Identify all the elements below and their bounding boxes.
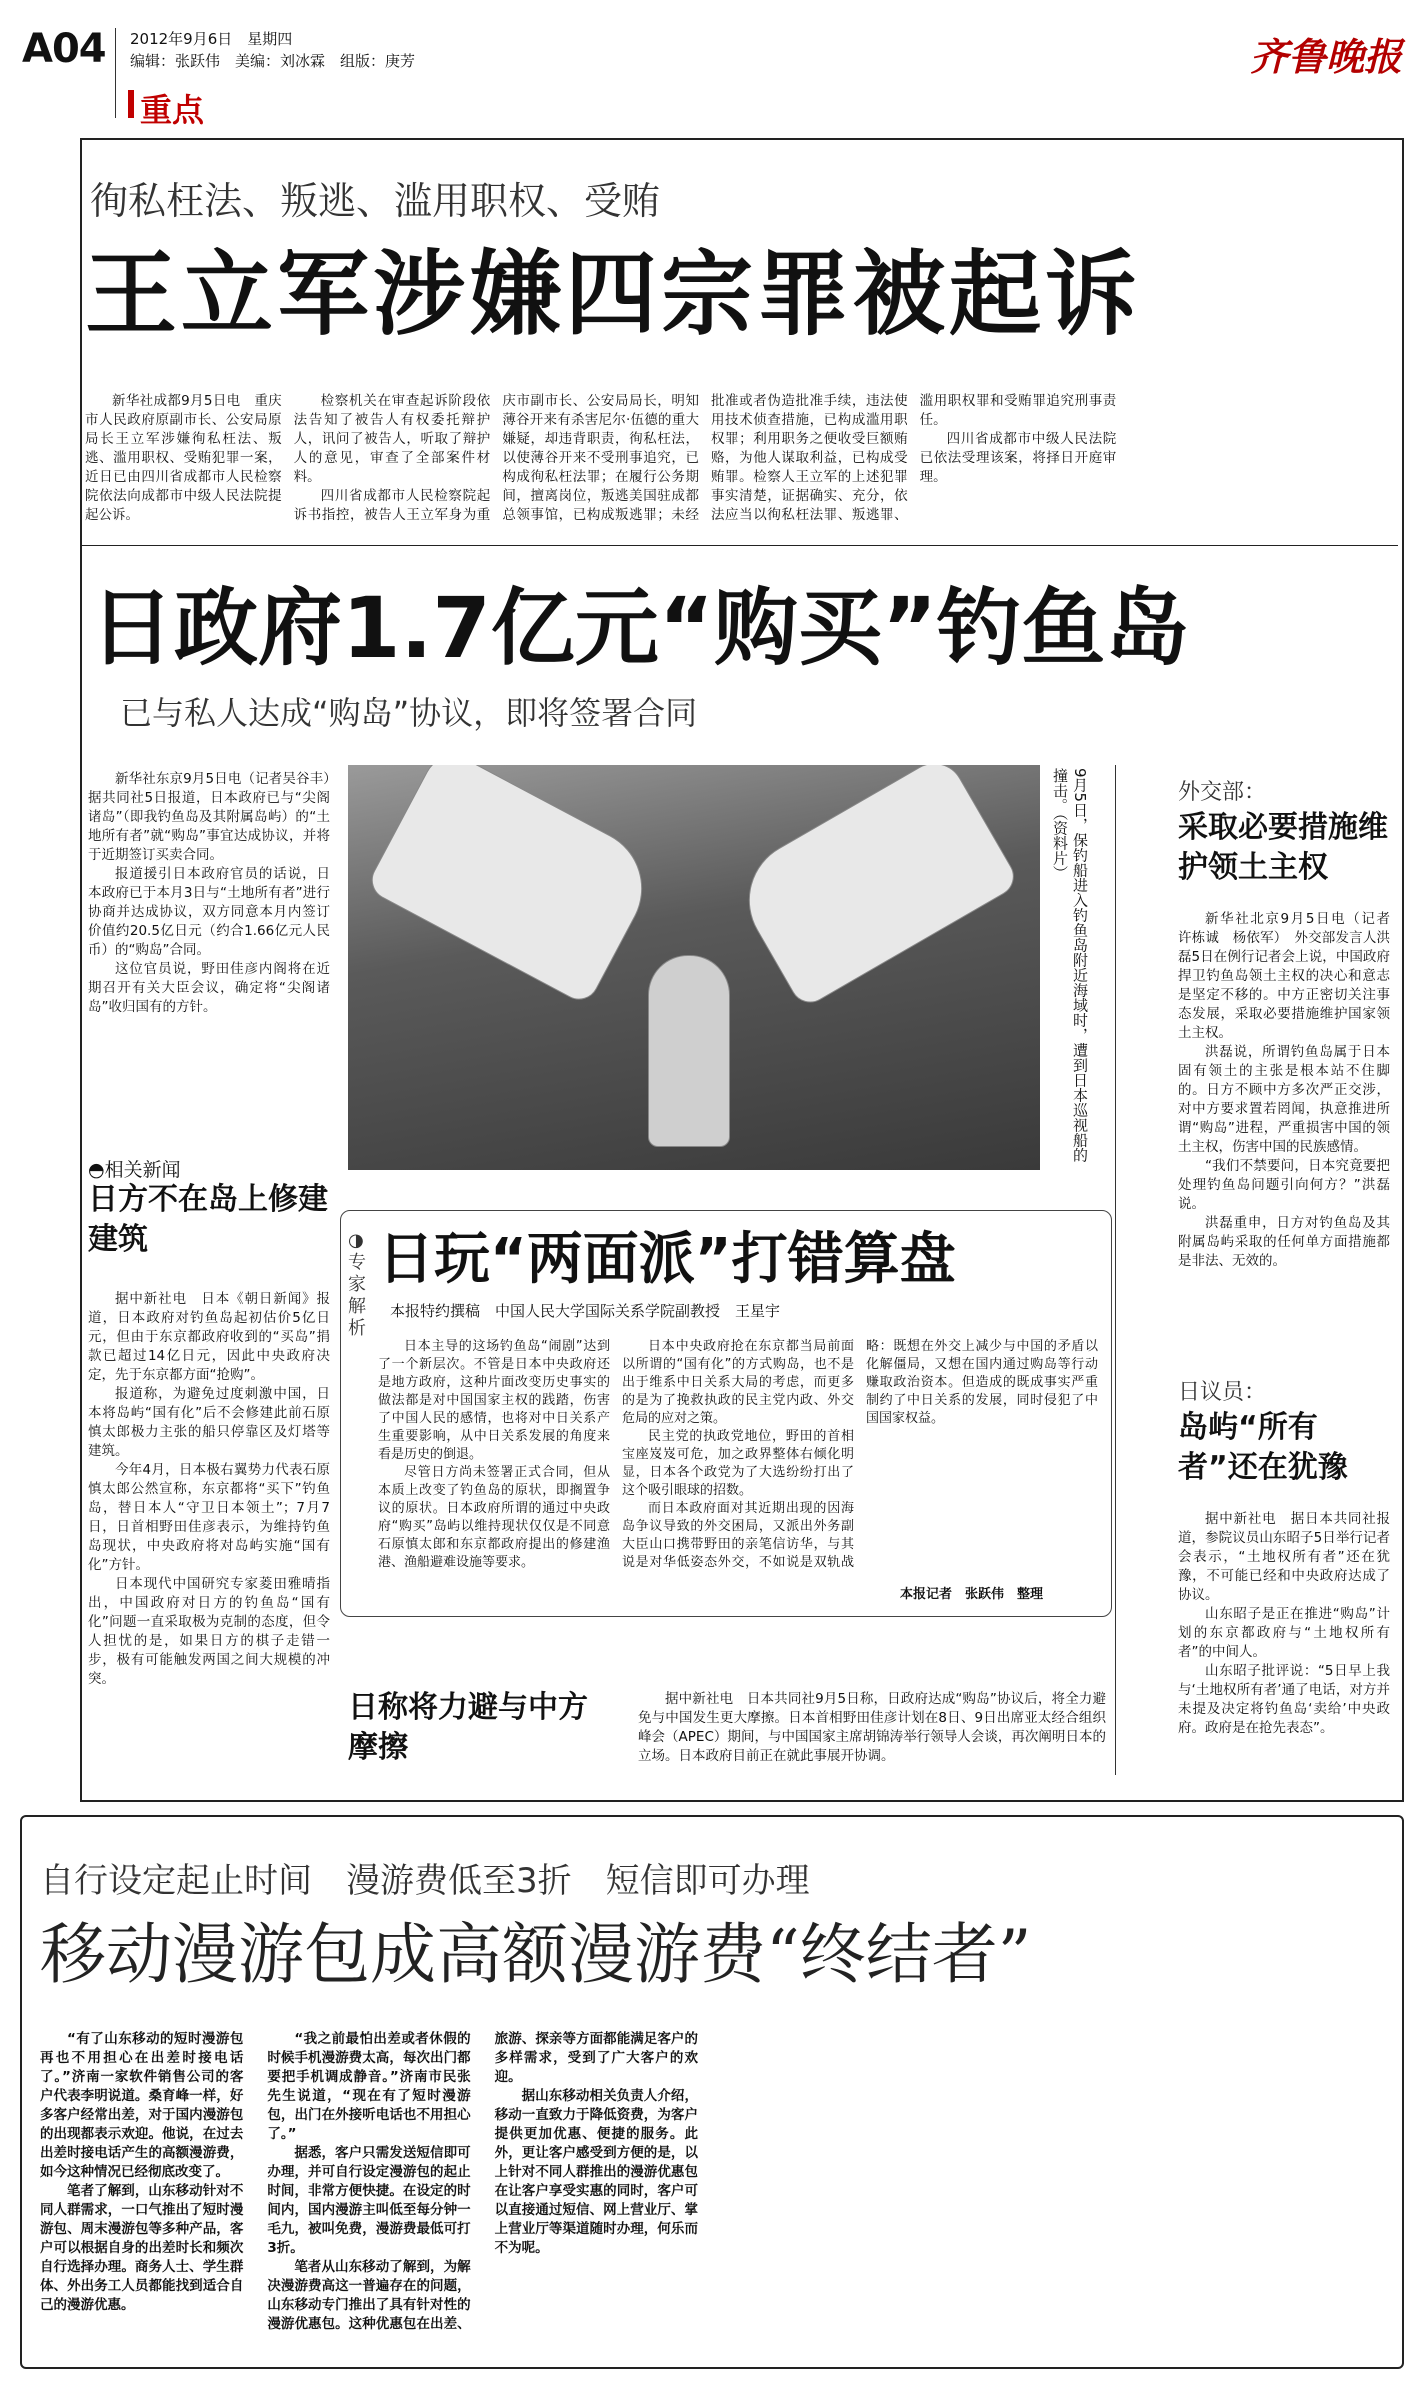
an-p5: 而日本政府面对其近期出现的因海岛争议导致的外交困局，又派出外务副大臣山口携带野田的亲笔信访华，与其说是对华低姿态外交，不如说是双轨战略：既想在外交上减少与中国的矛盾以化解僵局，又想在国内通过购岛等行动赚取政治资本。但造成的既成事实严重制约了中日关系的发展，同时侵犯了中国国家权益。 xyxy=(622,1339,1098,1570)
story1-p4: 四川省成都市中级人民法院已依法受理该案，将择日开庭审理。 xyxy=(919,431,1117,485)
story2-p1: 新华社东京9月5日电（记者吴谷丰） 据共同社5日报道，日本政府已与“尖阁诸岛”（即我钓鱼岛及其附属岛屿）的“土地所有者”就“购岛”事宜达成协议，并将于近期签订买卖合同。 xyxy=(88,771,344,863)
japan-avoid-headline: 日称将力避与中方摩擦 xyxy=(348,1690,588,1765)
story1-p1: 新华社成都9月5日电 重庆市人民政府原副市长、公安局原局长王立军涉嫌徇私枉法、叛逃、滥用职权、受贿犯罪一案，近日已由四川省成都市人民检察院依法向成都市中级人民法院提起公诉。 xyxy=(85,393,282,523)
foreign-ministry-label: 外交部： xyxy=(1178,780,1267,805)
foreign-ministry-body xyxy=(1178,910,1404,1330)
s3-p6: 据山东移动相关负责人介绍，移动一直致力于降低资费，为客户提供更加优惠、便捷的服务。此外，更让客户感受到方便的是，以上针对不同人群推出的漫游优惠包在让客户享受实惠的同时，客户可以直接通过短信、网上营业厅、掌上营业厅等渠道随时办理，何乐而不为呢。 xyxy=(494,2088,698,2256)
mp-p1: 据中新社电 据日本共同社报道，参院议员山东昭子5日举行记者会表示，“土地权所有者”还在犹豫，不可能已经和中央政府达成了协议。 xyxy=(1178,1511,1390,1603)
mp-p2: 山东昭子是正在推进“购岛”计划的东京都政府与“土地权所有者”的中间人。 xyxy=(1178,1606,1390,1660)
fm-p3: “我们不禁要问，日本究竟要把处理钓鱼岛问题引向何方？”洪磊说。 xyxy=(1178,1158,1390,1212)
story2-body xyxy=(88,770,344,1120)
analysis-headline: 日玩“两面派”打错算盘 xyxy=(378,1227,956,1292)
story2-headline: 日政府1.7亿元“购买”钓鱼岛 xyxy=(90,579,1190,677)
section-title: 重点 xyxy=(140,91,205,129)
related-news-label-text: 相关新闻 xyxy=(104,1159,181,1181)
s3-p5: 笔者从山东移动了解到，为解决漫游费高这一普遍存在的问题，山东移动专门推出了具有针对性的漫游优惠包。这种优惠包在出差、旅游、探亲等方面都能满足客户的多样需求，受到了广大客户的欢迎。 xyxy=(267,2031,698,2332)
newspaper-logo: 齐鲁晚报 xyxy=(1250,34,1403,79)
story1-p3: 四川省成都市人民检察院起诉书指控，被告人王立军身为重庆市副市长、公安局局长，明知薄谷开来有杀害尼尔·伍德的重大嫌疑，却违背职责，徇私枉法，以使薄谷开来不受刑事追究，已构成徇私枉法罪；在履行公务期间，擅离岗位，叛逃美国驻成都总领事馆，已构成叛逃罪；未经批准或者伪造批准手续，违法使用技术侦查措施，已构成滥用职权罪；利用职务之便收受巨额贿赂，为他人谋取利益，已构成受贿罪。检察人王立军的上述犯罪事实清楚，证据确实、充分，依法应当以徇私枉法罪、叛逃罪、滥用职权罪和受贿罪追究刑事责任。 xyxy=(293,393,1117,523)
an-p2: 尽管日方尚未签署正式合同，但从本质上改变了钓鱼岛的原状，即搁置争议的原状。日本政府所谓的通过中央政府“购买”岛屿以维持现状仅仅是不同意石原慎太郎和东京都政府提出的修建渔港、渔船避难设施等要求。 xyxy=(378,1465,610,1570)
mp-p3: 山东昭子批评说：“5日早上我与‘土地权所有者’通了电话，对方并未提及决定将钓鱼岛‘卖给’中央政府。政府是在抢先表态”。 xyxy=(1178,1663,1390,1736)
analysis-byline: 本报特约撰稿 中国人民大学国际关系学院副教授 王星宇 xyxy=(390,1302,781,1320)
story1-body xyxy=(85,392,1325,528)
japan-mp-label: 日议员： xyxy=(1178,1380,1267,1405)
an-p3: 日本中央政府抢在东京都当局前面以所谓的“国有化”的方式购岛，也不是出于维系中日关系大局的考虑，而更多的是为了挽救执政的民主党内政、外交危局的应对之策。 xyxy=(622,1339,854,1426)
japan-avoid-body xyxy=(638,1690,1106,1780)
related-headline: 日方不在岛上修建建筑 xyxy=(88,1182,328,1257)
s3-p4: 据悉，客户只需发送短信即可办理，并可自行设定漫游包的起止时间，非常方便快捷。在设定的时间内，国内漫游主叫低至每分钟一毛九，被叫免费，漫游费最低可打3折。 xyxy=(267,2145,471,2256)
an-p1: 日本主导的这场钓鱼岛“闹剧”达到了一个新层次。不管是日本中央政府还是地方政府，这种片面改变历史事实的做法都是对中国国家主权的践踏，伤害了中国人民的感情，也将对中日关系产生重要影响，从中日关系发展的角度来看是历史的倒退。 xyxy=(378,1339,610,1462)
story1-kicker: 徇私枉法、叛逃、滥用职权、受贿 xyxy=(90,179,661,223)
story3-headline: 移动漫游包成高额漫游费“终结者” xyxy=(40,1916,1032,1993)
photo-caption: 9月5日，保钓船进入钓鱼岛附近海域时，遭到日本巡视船的撞击。（资料片） xyxy=(1051,768,1089,1163)
related-news-label xyxy=(88,1155,181,1182)
coast-guard-ship-right xyxy=(727,765,1021,1010)
story2-p3: 这位官员说，野田佳彦内阁将在近期召开有关大臣会议，确定将“尖阁诸岛”收归国有的方针。 xyxy=(88,961,330,1015)
an-p4: 民主党的执政党地位，野田的首相宝座岌岌可危，加之政界整体右倾化明显，日本各个政党为了大选纷纷打出了这个吸引眼球的招数。 xyxy=(622,1429,854,1498)
story1-headline: 王立军涉嫌四宗罪被起诉 xyxy=(85,241,1142,348)
analysis-label-text: 专家解析 xyxy=(348,1252,366,1339)
fishing-boat xyxy=(648,955,730,1147)
related-p2: 报道称，为避免过度刺激中国，日本将岛屿“国有化”后不会修建此前石原慎太郎极力主张的船只停靠区及灯塔等建筑。 xyxy=(88,1386,330,1459)
related-p1: 据中新社电 日本《朝日新闻》报道，日本政府对钓鱼岛起初估价5亿日元，但由于东京都政府收到的“买岛”捐款已超过14亿日元，因此中央政府决定，先于东京都方面“抢购”。 xyxy=(88,1291,330,1383)
japan-mp-body xyxy=(1178,1510,1390,1775)
coast-guard-ship-left xyxy=(365,765,664,1007)
analysis-body xyxy=(378,1338,1098,1578)
related-p4: 日本现代中国研究专家菱田雅晴指出，中国政府对日方的钓鱼岛“国有化”问题一直采取极为克制的态度，但令人担忧的是，如果日方的棋子走错一步，极有可能触发两国之间大规模的冲突。 xyxy=(88,1576,330,1687)
analysis-label xyxy=(348,1230,368,1340)
s3-p3: “我之前最怕出差或者休假的时候手机漫游费太高，每次出门都要把手机调成静音。”济南市民张先生说道，“现在有了短时漫游包，出门在外接听电话也不用担心了。” xyxy=(267,2031,471,2142)
issue-date: 2012年9月6日 星期四 xyxy=(130,30,293,48)
foreign-ministry-headline: 采取必要措施维护领土主权 xyxy=(1178,810,1388,885)
fm-p4: 洪磊重申，日方对钓鱼岛及其附属岛屿采取的任何单方面措施都是非法、无效的。 xyxy=(1178,1215,1390,1269)
news-photo xyxy=(348,765,1040,1170)
related-body xyxy=(88,1290,330,1760)
story2-deck: 已与私人达成“购岛”协议，即将签署合同 xyxy=(120,694,698,732)
japan-mp-headline: 岛屿“所有者”还在犹豫 xyxy=(1178,1410,1348,1485)
story3-kicker: 自行设定起止时间 漫游费低至3折 短信即可办理 xyxy=(40,1861,810,1901)
story3-body xyxy=(40,2030,1380,2350)
fm-p1: 新华社北京9月5日电（记者 许栋诚 杨依军） 外交部发言人洪磊5日在例行记者会上说，中国政府捍卫钓鱼岛领土主权的决心和意志是坚定不移的。中方正密切关注事态发展，采取必要措施维护国家领土主权。 xyxy=(1178,911,1404,1041)
page-number: A04 xyxy=(22,26,106,72)
ja-p1: 据中新社电 日本共同社9月5日称，日政府达成“购岛”协议后，将全力避免与中国发生更大摩擦。日本首相野田佳彦计划在8日、9日出席亚太经合组织峰会（APEC）期间，与中国国家主席胡锦涛举行领导人会谈，再次阐明日本的立场。日本政府目前正在就此事展开协调。 xyxy=(638,1691,1106,1764)
s3-p2: 笔者了解到，山东移动针对不同人群需求，一口气推出了短时漫游包、周末漫游包等多种产品，客户可以根据自身的出差时长和频次自行选择办理。商务人士、学生群体、外出务工人员都能找到适合自己的漫游优惠。 xyxy=(40,2183,244,2313)
story2-p2: 报道援引日本政府官员的话说，日本政府已于本月3日与“土地所有者”进行协商并达成协议，双方同意本月内签订价值约20.5亿日元（约合1.66亿元人民币）的“购岛”合同。 xyxy=(88,866,330,958)
info-bullet-icon: ◓ xyxy=(88,1159,105,1181)
fm-p2: 洪磊说，所谓钓鱼岛属于日本固有领土的主张是根本站不住脚的。日方不顾中方多次严正交涉，对中方要求置若罔闻，执意推进所谓“购岛”进程，严重损害中国的领土主权，伤害中国的民族感情。 xyxy=(1178,1044,1390,1155)
section-marker-icon xyxy=(128,90,134,118)
story1-p2: 检察机关在审查起诉阶段依法告知了被告人有权委托辩护人，讯问了被告人，听取了辩护人的意见，审查了全部案件材料。 xyxy=(293,393,491,485)
s3-p1: “有了山东移动的短时漫游包再也不用担心在出差时接电话了。”济南一家软件销售公司的客户代表李明说道。桑育峰一样，好多客户经常出差，对于国内漫游包的出现都表示欢迎。他说，在过去出差时接电话产生的高额漫游费，如今这种情况已经彻底改变了。 xyxy=(40,2031,244,2180)
related-p3: 今年4月，日本极右翼势力代表石原慎太郎公然宣称，东京都将“买下”钓鱼岛，替日本人“守卫日本领土”；7月7日，日首相野田佳彦表示，为维持钓鱼岛现状，中央政府将对岛屿实施“国有化”方针。 xyxy=(88,1462,330,1573)
analysis-bullet-icon: ◑ xyxy=(348,1230,364,1251)
editor-credits: 编辑：张跃伟 美编：刘冰霖 组版：庚芳 xyxy=(130,52,416,70)
analysis-reporter: 本报记者 张跃伟 整理 xyxy=(900,1587,1044,1602)
